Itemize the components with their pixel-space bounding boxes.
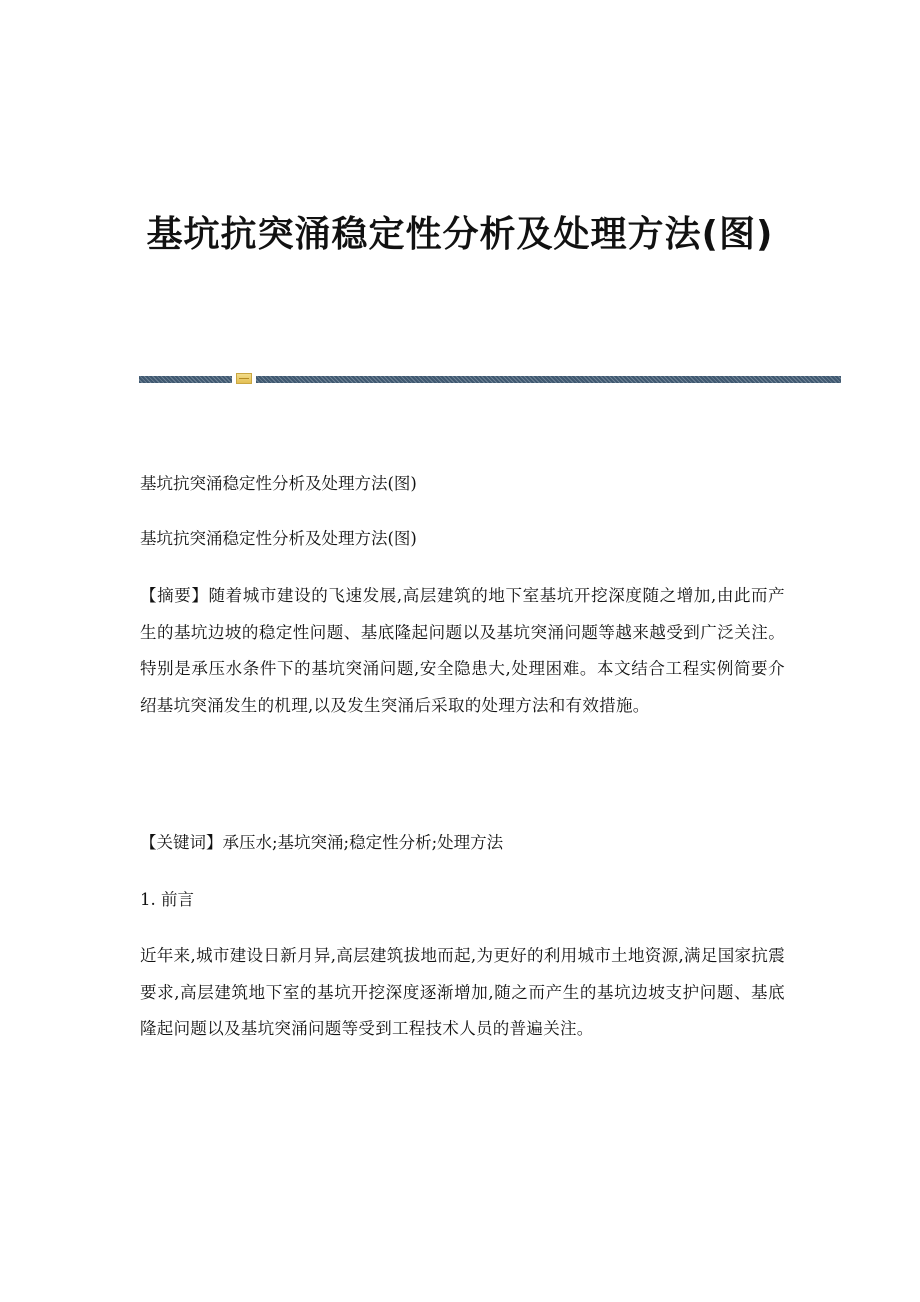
title-divider xyxy=(139,372,841,386)
page-title: 基坑抗突涌稳定性分析及处理方法(图) xyxy=(146,214,774,255)
subtitle-line-2: 基坑抗突涌稳定性分析及处理方法(图) xyxy=(140,529,417,548)
abstract-paragraph: 【摘要】随着城市建设的飞速发展,高层建筑的地下室基坑开挖深度随之增加,由此而产生的基坑边坡的稳定性问题、基底隆起问题以及基坑突涌问题等越来越受到广泛关注。特别是承压水条件下的基坑突涌问题,安全隐患大,处理困难。本文结合工程实例简要介绍基坑突涌发生的机理,以及发生突涌后采取的处理方法和有效措施。 xyxy=(140,586,785,715)
keywords-line: 【关键词】承压水;基坑突涌;稳定性分析;处理方法 xyxy=(140,833,504,852)
subtitle-line-1: 基坑抗突涌稳定性分析及处理方法(图) xyxy=(140,474,417,493)
divider-ornament-icon xyxy=(236,373,252,384)
section-1-body: 近年来,城市建设日新月异,高层建筑拔地而起,为更好的利用城市土地资源,满足国家抗震要求,高层建筑地下室的基坑开挖深度逐渐增加,随之而产生的基坑边坡支护问题、基底隆起问题以及基坑突涌问题等受到工程技术人员的普遍关注。 xyxy=(140,946,785,1038)
section-1-heading: 1. 前言 xyxy=(140,890,194,909)
divider-bar-right xyxy=(256,376,841,383)
divider-bar-left xyxy=(139,376,232,383)
